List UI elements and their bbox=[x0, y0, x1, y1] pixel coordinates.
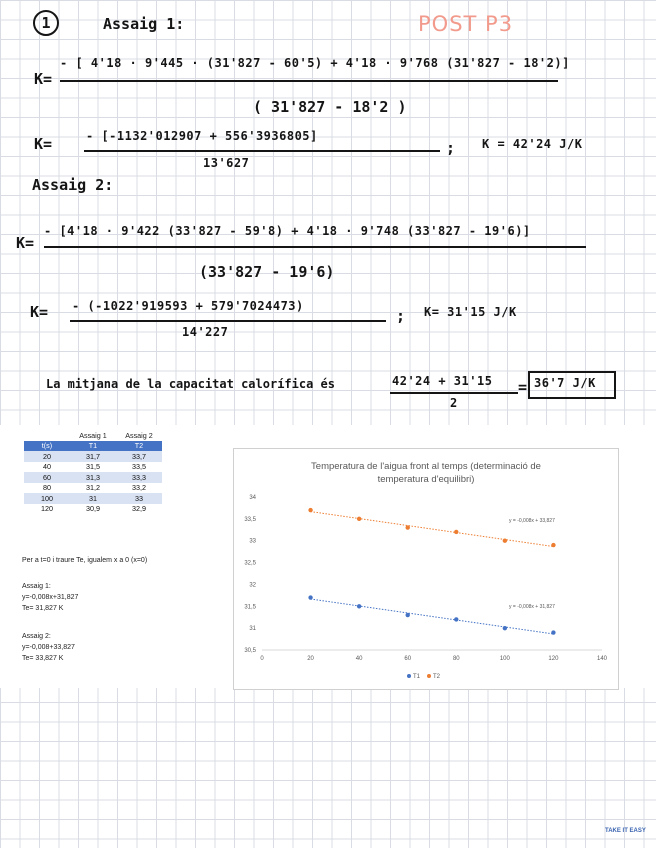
temperature-chart bbox=[234, 449, 618, 689]
k-symbol: K= bbox=[30, 303, 49, 321]
x-tick-label: 0 bbox=[260, 656, 264, 662]
data-point-t2 bbox=[406, 525, 410, 529]
table-row bbox=[24, 451, 162, 462]
footer-brand: TAKE IT EASY bbox=[605, 828, 646, 834]
table-cell: 100 bbox=[24, 493, 70, 504]
data-point-t2 bbox=[308, 508, 312, 512]
table-row bbox=[24, 462, 162, 473]
k-result: K = 42'24 J/K bbox=[482, 137, 583, 151]
data-point-t1 bbox=[503, 626, 507, 630]
fraction-line bbox=[84, 150, 440, 152]
k-numerator: - [4'18 · 9'422 (33'827 - 59'8) + 4'18 · 9'748 (33'827 - 19'6)] bbox=[44, 224, 531, 238]
data-point-t1 bbox=[406, 613, 410, 617]
k-result: K= 31'15 J/K bbox=[424, 305, 517, 319]
table-row bbox=[24, 472, 162, 483]
k-numerator: - [-1132'012907 + 556'3936805] bbox=[86, 129, 318, 143]
table-header: Assaig 2 bbox=[125, 430, 153, 440]
y-tick-label: 32,5 bbox=[244, 560, 256, 567]
y-tick-label: 32 bbox=[249, 582, 256, 589]
table-cell: 20 bbox=[24, 451, 70, 462]
table-cell: 31,7 bbox=[70, 451, 116, 462]
table-cell: 31,5 bbox=[70, 462, 116, 473]
k-numerator: - (-1022'919593 + 579'7024473) bbox=[72, 299, 304, 313]
table-header: t(s) bbox=[24, 441, 70, 452]
legend-label: T1 bbox=[413, 674, 421, 680]
data-point-t1 bbox=[551, 630, 555, 634]
table-cell: 31,3 bbox=[70, 472, 116, 483]
data-point-t1 bbox=[454, 617, 458, 621]
table-cell: 60 bbox=[24, 472, 70, 483]
fraction-line bbox=[70, 320, 386, 322]
data-point-t2 bbox=[551, 543, 555, 547]
table-row bbox=[24, 483, 162, 494]
data-point-t1 bbox=[357, 604, 361, 608]
k-denominator: 14'227 bbox=[182, 325, 229, 339]
table-cell: 32,9 bbox=[116, 504, 162, 515]
table-row bbox=[24, 504, 162, 515]
assaig2-title: Assaig 2: bbox=[32, 176, 114, 194]
x-tick-label: 60 bbox=[404, 656, 412, 662]
table-cell: 31 bbox=[70, 493, 116, 504]
y-tick-label: 30,5 bbox=[244, 648, 256, 654]
k-symbol: K= bbox=[34, 70, 53, 88]
legend-marker bbox=[407, 674, 411, 678]
equals-sign: = bbox=[518, 378, 528, 396]
k-symbol: K= bbox=[34, 135, 53, 153]
note-assaig1-te: Te= 31,827 K bbox=[22, 605, 64, 612]
table-cell: 33,5 bbox=[116, 462, 162, 473]
table-header: T2 bbox=[116, 441, 162, 452]
table-cell: 33,2 bbox=[116, 483, 162, 494]
y-tick-label: 33 bbox=[249, 538, 256, 545]
k-symbol: K= bbox=[16, 234, 35, 252]
mitjana-result: 36'7 J/K bbox=[534, 376, 596, 390]
fraction-line bbox=[390, 392, 518, 394]
k-denominator: 13'627 bbox=[203, 156, 250, 170]
chart-title-line1: Temperatura de l'aigua front al temps (determinació de bbox=[311, 461, 541, 472]
table-cell: 31,2 bbox=[70, 483, 116, 494]
x-tick-label: 20 bbox=[307, 656, 314, 662]
legend-marker bbox=[427, 674, 431, 678]
fraction-line bbox=[60, 80, 558, 82]
trendline-label: y = -0,008x + 31,827 bbox=[509, 604, 555, 610]
y-tick-label: 34 bbox=[249, 495, 256, 501]
y-tick-label: 31,5 bbox=[244, 604, 256, 611]
table-cell: 30,9 bbox=[70, 504, 116, 515]
note-assaig2-title: Assaig 2: bbox=[22, 633, 51, 640]
x-tick-label: 40 bbox=[355, 656, 363, 662]
k-numerator: - [ 4'18 · 9'445 · (31'827 - 60'5) + 4'18 · 9'768 (31'827 - 18'2)] bbox=[60, 56, 570, 70]
note-intro: Per a t=0 i traure Te, igualem x a 0 (x=0) bbox=[22, 557, 148, 564]
x-tick-label: 120 bbox=[548, 656, 559, 662]
mitjana-text: La mitjana de la capacitat calorífica és bbox=[46, 377, 335, 391]
data-point-t2 bbox=[357, 517, 361, 521]
table-header bbox=[24, 430, 70, 441]
mitjana-denominator: 2 bbox=[450, 396, 458, 410]
separator-semicolon: ; bbox=[396, 307, 406, 325]
k-denominator: (33'827 - 19'6) bbox=[199, 263, 335, 281]
legend-label: T2 bbox=[433, 674, 441, 680]
table-cell: 120 bbox=[24, 504, 70, 515]
x-tick-label: 80 bbox=[452, 656, 460, 662]
data-point-t2 bbox=[454, 530, 458, 534]
trendline-t2 bbox=[311, 512, 554, 547]
k-denominator: ( 31'827 - 18'2 ) bbox=[253, 98, 407, 116]
x-tick-label: 100 bbox=[499, 656, 510, 662]
table-header: Assaig 1 bbox=[79, 430, 107, 440]
mitjana-numerator: 42'24 + 31'15 bbox=[392, 374, 493, 388]
table-cell: 33,7 bbox=[116, 451, 162, 462]
x-tick-label: 140 bbox=[596, 656, 608, 662]
note-assaig1-equation: y=-0,008x+31,827 bbox=[22, 594, 79, 601]
table-row bbox=[24, 493, 162, 504]
chart-container bbox=[233, 448, 619, 690]
y-tick-label: 31 bbox=[249, 626, 256, 633]
note-assaig1-title: Assaig 1: bbox=[22, 583, 51, 590]
y-tick-label: 33,5 bbox=[244, 516, 256, 523]
table-cell: 33,3 bbox=[116, 472, 162, 483]
chart-title-line2: temperatura d'equilibri) bbox=[377, 474, 475, 485]
table-cell: 33 bbox=[116, 493, 162, 504]
separator-semicolon: ; bbox=[446, 139, 456, 157]
fraction-line bbox=[44, 246, 586, 248]
data-point-t1 bbox=[308, 595, 312, 599]
table-header: T1 bbox=[70, 441, 116, 452]
table-cell: 80 bbox=[24, 483, 70, 494]
post-label: POST P3 bbox=[418, 12, 514, 36]
data-table bbox=[24, 430, 162, 514]
note-assaig2-te: Te= 33,827 K bbox=[22, 655, 64, 662]
trendline-label: y = -0,008x + 33,827 bbox=[509, 518, 555, 524]
note-assaig2-equation: y=-0,008+33,827 bbox=[22, 644, 75, 651]
table-cell: 40 bbox=[24, 462, 70, 473]
assaig1-title: Assaig 1: bbox=[103, 15, 185, 33]
data-point-t2 bbox=[503, 539, 507, 543]
section-number: 1 bbox=[33, 10, 59, 36]
